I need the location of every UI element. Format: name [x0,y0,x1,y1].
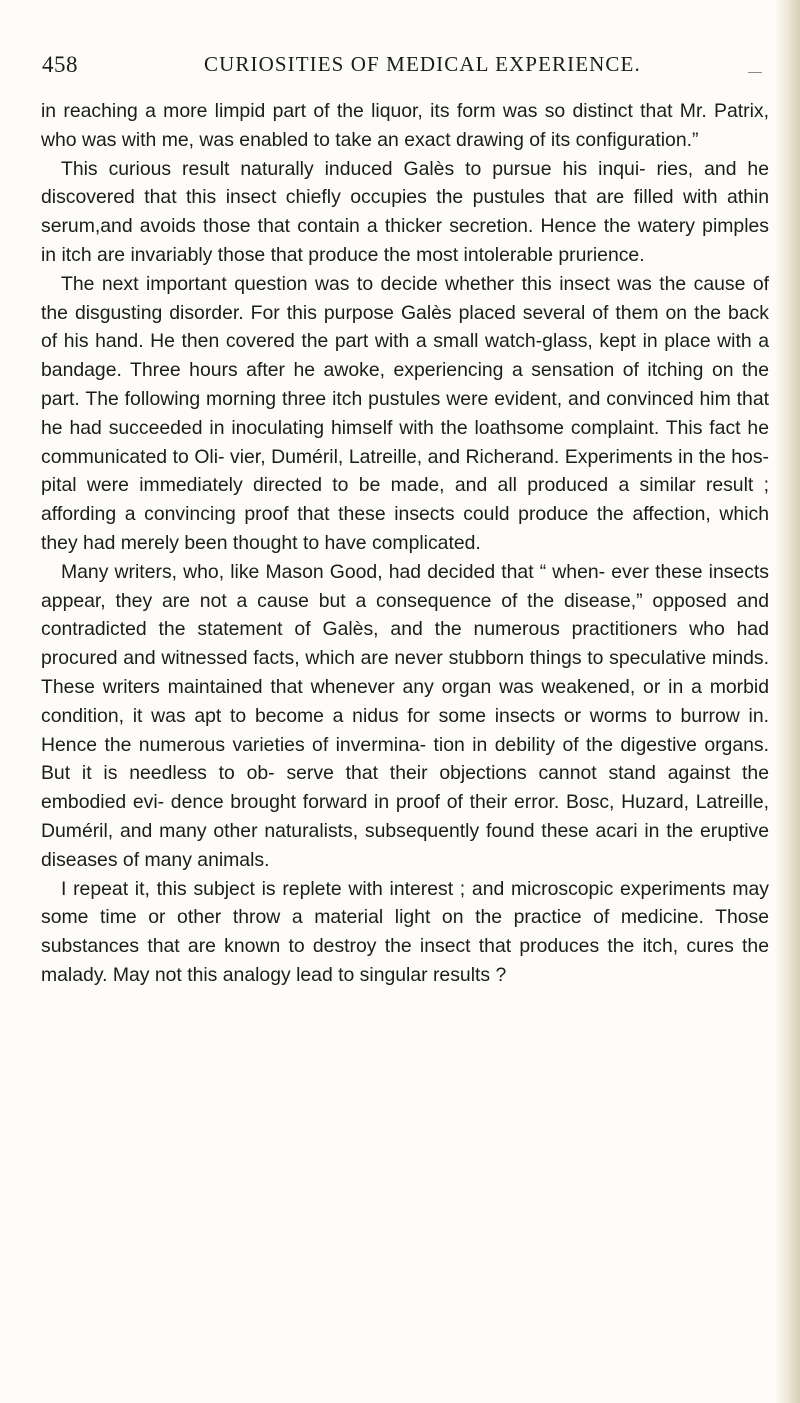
paragraph-conclusion: I repeat it, this subject is replete with interest ; and microscopic experiments may some time or other throw a material light on the practice of medicine. Those substances that are known to destroy the insect that produces the itch, cures the malady. May not this analogy lead to singular results ? [41,877,769,986]
header-rule [748,72,762,73]
paragraph-objections: Many writers, who, like Mason Good, had decided that “ when- ever these insects appear, they are not a cause but a consequence of the disease,” opposed and contradicted the statement of Galès, and the numerous practitioners who had procured and witnessed facts, which are never stubborn things to speculative minds. These writers maintained that whenever any organ was weakened, or in a morbid condition, it was apt to become a nidus for some insects or worms to burrow in. Hence the numerous varieties of invermina- tion in debility of the digestive organs. But it is needless to ob- serve that their objections cannot stand against the embodied evi- dence brought forward in proof of their error. Bosc, Huzard, Latreille, Duméril, and many other naturalists, subsequently found these acari in the eruptive diseases of many animals. [41,560,769,871]
page-number: 458 [42,52,78,77]
paragraph-gales-inquiries: This curious result naturally induced Galès to pursue his inqui- ries, and he discovered that this insect chiefly occupies the pustules that are filled with athin serum,and avoids those that contain a thicker secretion. Hence the watery pimples in itch are invariably those that produce the most intolerable prurience. [41,157,769,266]
running-title: CURIOSITIES OF MEDICAL EXPERIENCE. [204,52,641,76]
page-header [42,52,742,84]
paragraph-experiment: The next important question was to decide whether this insect was the cause of the disgusting disorder. For this purpose Galès placed several of them on the back of his hand. He then covered the part with a small watch-glass, kept in place with a bandage. Three hours after he awoke, experiencing a sensation of itching on the part. The following morning three itch pustules were evident, and convinced him that he had succeeded in inoculating himself with the loathsome complaint. This fact he communicated to Oli- vier, Duméril, Latreille, and Richerand. Experiments in the hos- pital were immediately directed to be made, and all produced a similar result ; affording a convincing proof that these insects could produce the affection, which they had merely been thought to have complicated. [41,272,769,554]
body-text [41,97,769,990]
page-edge-shadow [774,0,800,1403]
paragraph-continuation: in reaching a more limpid part of the liquor, its form was so distinct that Mr. Patrix, who was with me, was enabled to take an exact drawing of its configuration.” [41,100,769,151]
